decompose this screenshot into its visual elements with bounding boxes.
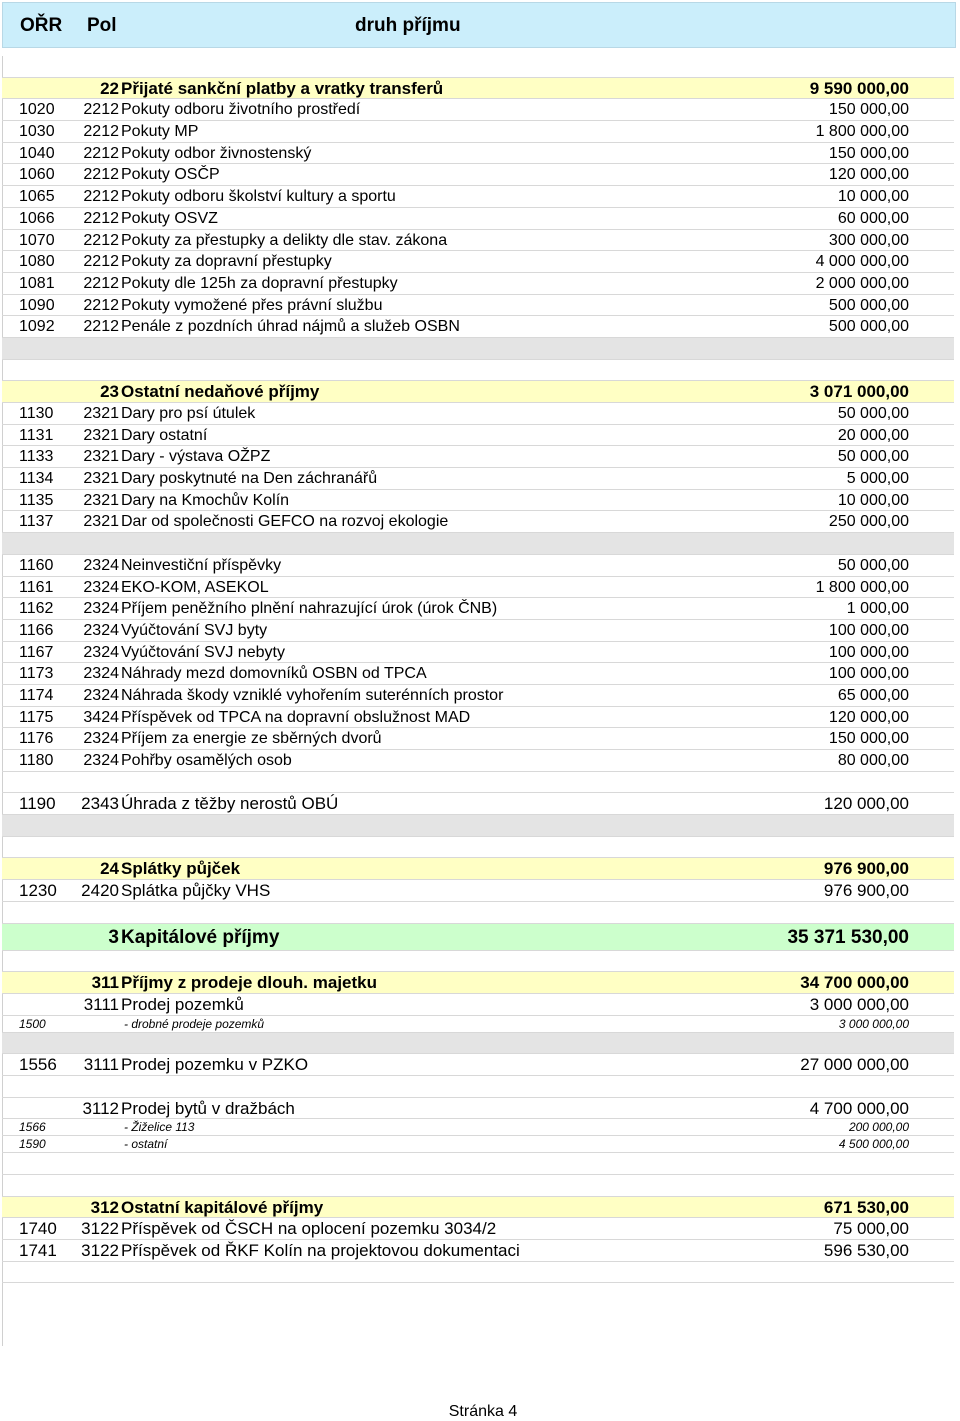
orr-cell: 1081 <box>19 274 55 292</box>
description-cell: Splátky půjček <box>121 859 241 879</box>
spacer-row <box>2 56 954 78</box>
amount-cell: 120 000,00 <box>823 794 909 814</box>
pol-cell: 3112 <box>82 1098 119 1118</box>
amount-cell: 976 900,00 <box>823 859 909 879</box>
pol-cell: 2321 <box>83 426 119 444</box>
description-cell: Pokuty dle 125h za dopravní přestupky <box>121 274 398 292</box>
table-row <box>2 295 954 317</box>
table-row <box>2 251 954 273</box>
amount-cell: 60 000,00 <box>837 209 909 227</box>
orr-cell: 1070 <box>19 231 55 249</box>
table-row <box>2 490 954 512</box>
spacer-row <box>2 533 954 555</box>
amount-cell: 120 000,00 <box>828 166 909 184</box>
table-row <box>2 598 954 620</box>
description-cell: Náhrady mezd domovníků OSBN od TPCA <box>121 665 427 683</box>
amount-cell: 150 000,00 <box>828 730 909 748</box>
table-header <box>2 2 956 48</box>
pol-cell: 2212 <box>83 253 119 271</box>
orr-cell: 1500 <box>19 1016 46 1031</box>
section-heading-row <box>2 1197 954 1219</box>
description-cell: Pokuty vymožené přes právní službu <box>121 296 383 314</box>
orr-cell: 1176 <box>19 730 54 748</box>
description-cell: Příjmy z prodeje dlouh. majetku <box>121 973 377 993</box>
amount-cell: 4 000 000,00 <box>815 253 909 271</box>
pol-cell: 2212 <box>83 101 119 119</box>
amount-cell: 34 700 000,00 <box>800 973 909 993</box>
pol-cell: 2212 <box>83 318 119 336</box>
spacer-row <box>2 1153 954 1175</box>
amount-cell: 20 000,00 <box>837 426 909 444</box>
table-row <box>2 642 954 664</box>
amount-cell: 976 900,00 <box>823 881 909 901</box>
amount-cell: 50 000,00 <box>837 405 909 422</box>
description-cell: Pokuty OSČP <box>121 166 220 184</box>
orr-cell: 1180 <box>19 752 54 769</box>
pol-cell: 2212 <box>83 296 119 314</box>
pol-cell: 3 <box>108 926 119 948</box>
pol-cell: 2324 <box>83 665 119 683</box>
amount-cell: 5 000,00 <box>846 470 909 488</box>
amount-cell: 671 530,00 <box>823 1197 909 1217</box>
amount-cell: 3 000 000,00 <box>838 1016 909 1031</box>
pol-cell: 2324 <box>83 578 119 596</box>
section-heading-row <box>2 972 954 994</box>
amount-cell: 150 000,00 <box>828 101 909 119</box>
description-cell: Pokuty odboru životního prostředí <box>121 101 361 119</box>
pol-cell: 3122 <box>81 1219 119 1239</box>
table-row <box>2 403 954 425</box>
table-row <box>2 685 954 707</box>
orr-cell: 1175 <box>19 708 54 726</box>
pol-cell: 22 <box>100 78 119 98</box>
pol-cell: 2321 <box>83 448 119 466</box>
pol-cell: 24 <box>100 859 119 879</box>
pol-cell: 2212 <box>83 123 119 141</box>
amount-cell: 1 800 000,00 <box>815 123 909 141</box>
spacer-row <box>2 338 954 360</box>
description-cell: Splátka půjčky VHS <box>121 881 271 901</box>
orr-cell: 1173 <box>19 665 54 683</box>
amount-cell: 3 071 000,00 <box>809 382 909 402</box>
pol-cell: 2321 <box>83 405 119 422</box>
spacer-row <box>2 1262 954 1284</box>
orr-cell: 1065 <box>19 188 55 206</box>
orr-cell: 1161 <box>19 578 54 596</box>
description-cell: Vyúčtování SVJ byty <box>121 621 268 639</box>
table-row <box>2 316 954 338</box>
description-cell: Dary pro psí útulek <box>121 405 256 422</box>
table-row <box>2 728 954 750</box>
pol-cell: 2324 <box>83 686 119 704</box>
amount-cell: 1 000,00 <box>846 600 909 618</box>
pol-cell: 2343 <box>81 794 119 814</box>
table-row <box>2 121 954 143</box>
orr-cell: 1030 <box>19 123 55 141</box>
amount-cell: 80 000,00 <box>837 752 909 769</box>
amount-cell: 500 000,00 <box>828 296 909 314</box>
description-cell: Pokuty odboru školství kultury a sportu <box>121 188 396 206</box>
table-row <box>2 1119 954 1136</box>
amount-cell: 100 000,00 <box>828 621 909 639</box>
pol-cell: 2212 <box>83 188 119 206</box>
column-header-orr: OŘR <box>20 15 63 36</box>
amount-cell: 4 700 000,00 <box>809 1098 909 1118</box>
pol-cell: 3424 <box>83 708 119 726</box>
description-cell: Prodej pozemku v PZKO <box>121 1055 309 1075</box>
pol-cell: 2321 <box>83 491 119 509</box>
section-heading-row <box>2 78 954 100</box>
table-row <box>2 143 954 165</box>
amount-cell: 4 500 000,00 <box>838 1137 909 1152</box>
description-cell: Pokuty MP <box>121 123 199 141</box>
description-cell: Přijaté sankční platby a vratky transferů <box>121 78 444 98</box>
orr-cell: 1137 <box>19 513 54 531</box>
pol-cell: 2212 <box>83 166 119 184</box>
table-row <box>2 577 954 599</box>
table-row <box>2 511 954 533</box>
description-cell: - ostatní <box>124 1137 168 1152</box>
spacer-row <box>2 902 954 924</box>
amount-cell: 35 371 530,00 <box>787 926 909 948</box>
spacer-row <box>2 1033 954 1055</box>
table-row <box>2 707 954 729</box>
orr-cell: 1590 <box>19 1137 46 1152</box>
description-cell: Příspěvek od TPCA na dopravní obslužnost MAD <box>121 708 471 726</box>
pol-cell: 2324 <box>83 643 119 661</box>
pol-cell: 3122 <box>81 1241 119 1261</box>
orr-cell: 1740 <box>19 1219 57 1239</box>
table-row <box>2 620 954 642</box>
orr-cell: 1080 <box>19 253 55 271</box>
amount-cell: 200 000,00 <box>848 1120 909 1135</box>
amount-cell: 250 000,00 <box>828 513 909 531</box>
orr-cell: 1133 <box>19 448 54 466</box>
description-cell: Dary ostatní <box>121 426 208 444</box>
table-row <box>2 793 954 815</box>
table-row <box>2 1218 954 1240</box>
pol-cell: 2324 <box>83 600 119 618</box>
spacer-row <box>2 815 954 837</box>
description-cell: Pokuty za přestupky a delikty dle stav. zákona <box>121 231 448 249</box>
spacer-row <box>2 772 954 794</box>
amount-cell: 9 590 000,00 <box>809 78 909 98</box>
orr-cell: 1741 <box>19 1241 57 1261</box>
orr-cell: 1092 <box>19 318 55 336</box>
description-cell: Pohřby osamělých osob <box>121 752 292 769</box>
orr-cell: 1162 <box>19 600 54 618</box>
pol-cell: 2212 <box>83 209 119 227</box>
description-cell: Příspěvek od ČSCH na oplocení pozemku 3034/2 <box>121 1219 497 1239</box>
table-row <box>2 880 954 902</box>
pol-cell: 2324 <box>83 730 119 748</box>
pol-cell: 311 <box>91 973 119 993</box>
orr-cell: 1090 <box>19 296 55 314</box>
amount-cell: 100 000,00 <box>828 643 909 661</box>
description-cell: Kapitálové příjmy <box>121 926 280 948</box>
table-row <box>2 208 954 230</box>
orr-cell: 1230 <box>19 881 57 901</box>
description-cell: Dar od společnosti GEFCO na rozvoj ekologie <box>121 513 449 531</box>
description-cell: Příspěvek od ŘKF Kolín na projektovou dokumentaci <box>121 1241 520 1261</box>
pol-cell: 2212 <box>83 144 119 162</box>
pol-cell: 2324 <box>83 556 119 574</box>
table-row <box>2 1016 954 1033</box>
pol-cell: 312 <box>90 1197 119 1217</box>
amount-cell: 100 000,00 <box>828 665 909 683</box>
table-row <box>2 1136 954 1153</box>
description-cell: Příjem za energie ze sběrných dvorů <box>121 730 382 748</box>
category-heading-row <box>2 924 954 951</box>
description-cell: Prodej bytů v dražbách <box>121 1098 295 1118</box>
amount-cell: 10 000,00 <box>837 188 909 206</box>
budget-table <box>2 56 954 1283</box>
amount-cell: 50 000,00 <box>837 556 909 574</box>
table-row <box>2 230 954 252</box>
description-cell: Ostatní kapitálové příjmy <box>121 1197 324 1217</box>
pol-cell: 2420 <box>81 881 119 901</box>
amount-cell: 300 000,00 <box>828 231 909 249</box>
description-cell: Ostatní nedaňové příjmy <box>121 382 320 402</box>
spacer-row <box>2 1175 954 1197</box>
spacer-row <box>2 837 954 859</box>
orr-cell: 1040 <box>19 144 55 162</box>
description-cell: Dary na Kmochův Kolín <box>121 491 290 509</box>
orr-cell: 1134 <box>19 470 54 488</box>
description-cell: Dary - výstava OŽPZ <box>121 448 271 466</box>
amount-cell: 65 000,00 <box>837 686 909 704</box>
orr-cell: 1556 <box>19 1055 57 1075</box>
pol-cell: 2212 <box>83 274 119 292</box>
table-row <box>2 468 954 490</box>
pol-cell: 2321 <box>83 513 119 531</box>
description-cell: Úhrada z těžby nerostů OBÚ <box>121 794 339 814</box>
orr-cell: 1135 <box>19 491 54 509</box>
amount-cell: 120 000,00 <box>828 708 909 726</box>
amount-cell: 50 000,00 <box>837 448 909 466</box>
table-row <box>2 273 954 295</box>
orr-cell: 1066 <box>19 209 55 227</box>
pol-cell: 3111 <box>83 1055 119 1075</box>
description-cell: Pokuty odbor živnostenský <box>121 144 312 162</box>
table-row <box>2 186 954 208</box>
pol-cell: 2324 <box>83 621 119 639</box>
table-row <box>2 555 954 577</box>
table-row <box>2 425 954 447</box>
table-row <box>2 750 954 772</box>
description-cell: Vyúčtování SVJ nebyty <box>121 643 285 661</box>
description-cell: Penále z pozdních úhrad nájmů a služeb OSBN <box>121 318 460 336</box>
description-cell: Náhrada škody vzniklé vyhořením suterénních prostor <box>121 686 504 704</box>
pol-cell: 3111 <box>83 994 119 1014</box>
description-cell: EKO-KOM, ASEKOL <box>121 578 269 596</box>
pol-cell: 2212 <box>83 231 119 249</box>
description-cell: Pokuty OSVZ <box>121 209 218 227</box>
section-heading-row <box>2 381 954 403</box>
spacer-row <box>2 360 954 382</box>
page-number: Stránka 4 <box>448 1403 518 1420</box>
orr-cell: 1167 <box>19 643 54 661</box>
amount-cell: 10 000,00 <box>837 491 909 509</box>
amount-cell: 27 000 000,00 <box>800 1055 909 1075</box>
orr-cell: 1060 <box>19 166 55 184</box>
description-cell: - drobné prodeje pozemků <box>124 1016 265 1031</box>
amount-cell: 3 000 000,00 <box>809 994 909 1014</box>
orr-cell: 1160 <box>19 556 54 574</box>
amount-cell: 150 000,00 <box>828 144 909 162</box>
table-row <box>2 164 954 186</box>
orr-cell: 1566 <box>19 1120 46 1135</box>
orr-cell: 1130 <box>19 405 54 422</box>
amount-cell: 500 000,00 <box>828 318 909 336</box>
pol-cell: 23 <box>100 382 119 402</box>
table-row <box>2 1054 954 1076</box>
table-row <box>2 99 954 121</box>
description-cell: Neinvestiční příspěvky <box>121 556 282 574</box>
orr-cell: 1190 <box>19 794 56 814</box>
section-heading-row <box>2 858 954 880</box>
amount-cell: 75 000,00 <box>833 1219 909 1239</box>
column-header-druh: druh příjmu <box>355 15 461 36</box>
amount-cell: 2 000 000,00 <box>815 274 909 292</box>
description-cell: Pokuty za dopravní přestupky <box>121 253 332 271</box>
table-row <box>2 446 954 468</box>
orr-cell: 1020 <box>19 101 55 119</box>
description-cell: Dary poskytnuté na Den záchranářů <box>121 470 378 488</box>
description-cell: Příjem peněžního plnění nahrazující úrok (úrok ČNB) <box>121 600 498 618</box>
table-row <box>2 994 954 1016</box>
pol-cell: 2321 <box>83 470 119 488</box>
amount-cell: 596 530,00 <box>823 1241 909 1261</box>
orr-cell: 1174 <box>19 686 54 704</box>
orr-cell: 1131 <box>19 426 54 444</box>
table-row <box>2 1098 954 1120</box>
table-row <box>2 663 954 685</box>
description-cell: - Žiželice 113 <box>124 1120 195 1135</box>
amount-cell: 1 800 000,00 <box>815 578 909 596</box>
pol-cell: 2324 <box>83 752 119 769</box>
spacer-row <box>2 1076 954 1098</box>
description-cell: Prodej pozemků <box>121 994 244 1014</box>
column-header-pol: Pol <box>87 15 117 36</box>
spacer-row <box>2 951 954 973</box>
orr-cell: 1166 <box>19 621 54 639</box>
table-row <box>2 1240 954 1262</box>
